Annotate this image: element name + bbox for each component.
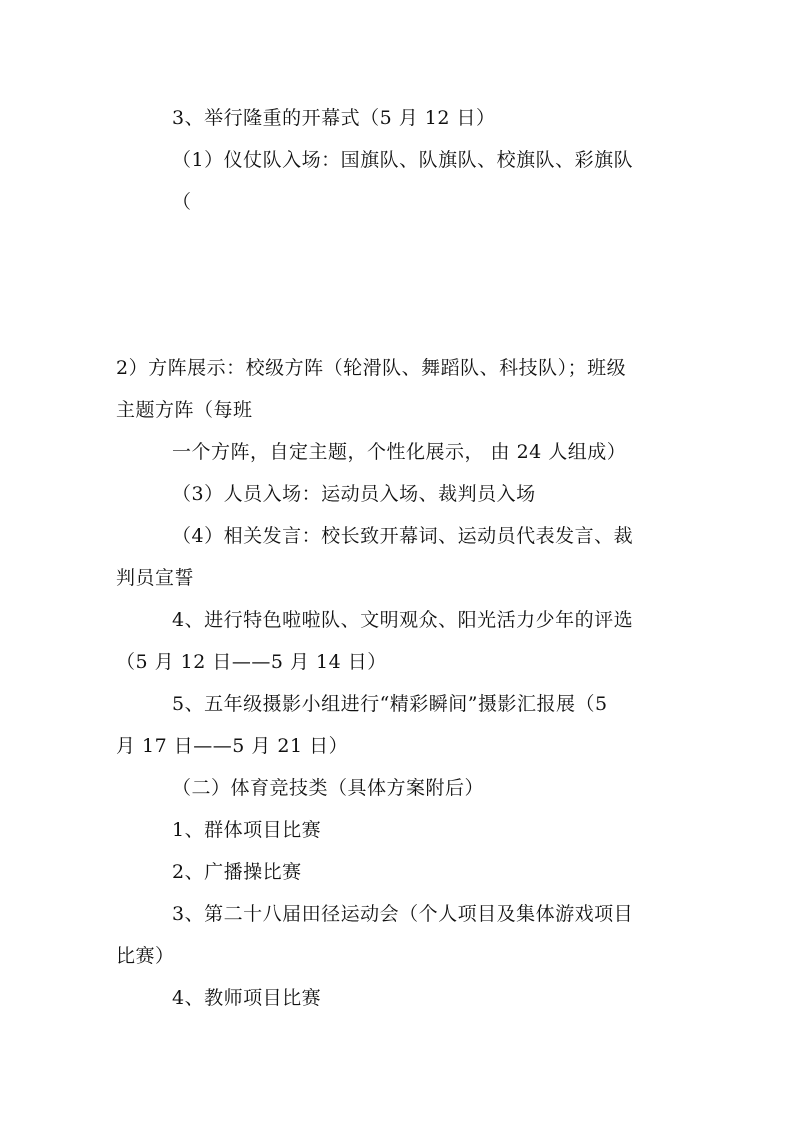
open-paren-line: （ — [172, 191, 192, 213]
sports-item-4: 4、教师项目比赛 — [172, 987, 322, 1009]
item-5-photo-exhibition-dates: 月 17 日——5 月 21 日） — [116, 735, 349, 757]
sports-item-3: 3、第二十八届田径运动会（个人项目及集体游戏项目 — [172, 903, 634, 925]
sports-item-3-cont: 比赛） — [116, 945, 175, 967]
item-2-formation-detail: 一个方阵，自定主题，个性化展示， 由 24 人组成） — [172, 441, 627, 463]
item-4-selection-dates: （5 月 12 日——5 月 14 日） — [116, 651, 387, 673]
item-4-selection: 4、进行特色啦啦队、文明观众、阳光活力少年的评选 — [172, 609, 634, 631]
section-2-sports-heading: （二）体育竞技类（具体方案附后） — [172, 777, 485, 799]
item-4-speeches: （4）相关发言：校长致开幕词、运动员代表发言、裁 — [172, 525, 634, 547]
item-3-opening-ceremony: 3、举行隆重的开幕式（5 月 12 日） — [172, 107, 496, 129]
sports-item-1: 1、群体项目比赛 — [172, 819, 322, 841]
item-5-photo-exhibition: 5、五年级摄影小组进行“精彩瞬间”摄影汇报展（5 — [172, 693, 608, 715]
item-2-formation-display-cont: 主题方阵（每班 — [116, 399, 253, 421]
sports-item-2: 2、广播操比赛 — [172, 861, 302, 883]
item-4-speeches-cont: 判员宣誓 — [116, 567, 195, 589]
item-2-formation-display: 2）方阵展示：校级方阵（轮滑队、舞蹈队、科技队）；班级 — [116, 357, 627, 379]
item-3-personnel-entry: （3）人员入场：运动员入场、裁判员入场 — [172, 483, 536, 505]
item-1-honor-guard: （1）仪仗队入场：国旗队、队旗队、校旗队、彩旗队 — [172, 149, 634, 171]
